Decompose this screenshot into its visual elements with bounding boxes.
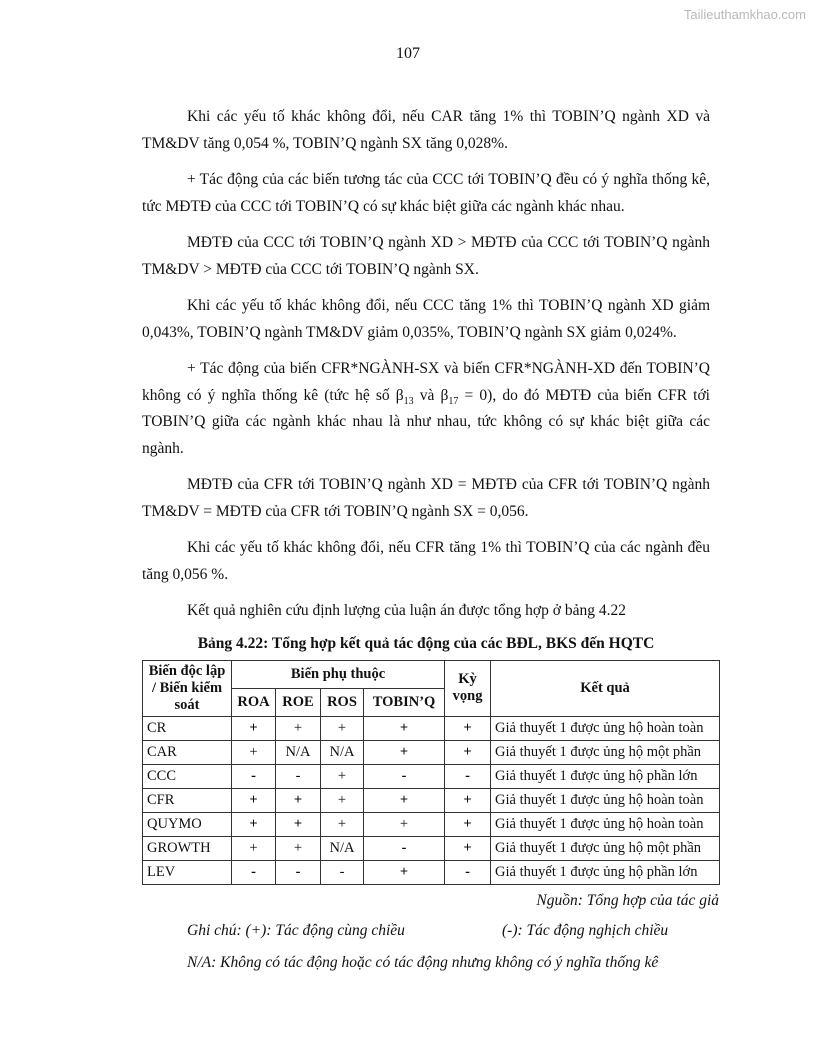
table-body: [143, 716, 720, 884]
cell-result: Giả thuyết 1 được ủng hộ một phần: [491, 836, 720, 860]
cell-tobin: +: [364, 716, 445, 740]
note-positive: Ghi chú: (+): Tác động cùng chiều: [187, 921, 405, 939]
cell-roe: N/A: [276, 740, 321, 764]
header-roe: ROE: [276, 688, 321, 716]
paragraph-3: MĐTĐ của CCC tới TOBIN’Q ngành XD > MĐTĐ của CCC tới TOBIN’Q ngành TM&DV > MĐTĐ của CCC tới TOBIN’Q ngành SX.: [142, 234, 710, 278]
cell-variable: CR: [143, 716, 232, 740]
para5-after: = 0), do đó MĐTĐ của biến CFR tới TOBIN’Q giữa các ngành khác nhau là như nhau, tức không có sự khác biệt giữa các ngành.: [142, 386, 710, 457]
cell-variable: CFR: [143, 788, 232, 812]
cell-roa: +: [232, 812, 276, 836]
cell-variable: CCC: [143, 764, 232, 788]
cell-tobin: -: [364, 836, 445, 860]
cell-tobin: -: [364, 764, 445, 788]
paragraph-8: Kết quả nghiên cứu định lượng của luận án được tổng hợp ở bảng 4.22: [187, 602, 626, 619]
cell-tobin: +: [364, 860, 445, 884]
cell-ros: +: [321, 788, 364, 812]
cell-roe: +: [276, 716, 321, 740]
paragraph-5: [142, 356, 710, 462]
table-source: Nguồn: Tổng hợp của tác giả: [536, 891, 719, 909]
cell-ros: N/A: [321, 836, 364, 860]
cell-ros: +: [321, 716, 364, 740]
cell-variable: CAR: [143, 740, 232, 764]
cell-result: Giả thuyết 1 được ủng hộ hoàn toàn: [491, 716, 720, 740]
para5-middle: và β: [413, 386, 449, 404]
table-title: Bảng 4.22: Tổng hợp kết quả tác động của các BĐL, BKS đến HQTC: [197, 634, 655, 652]
cell-result: Giả thuyết 1 được ủng hộ hoàn toàn: [491, 812, 720, 836]
header-ros: ROS: [321, 688, 364, 716]
page-number: 107: [396, 45, 420, 62]
cell-roe: -: [276, 764, 321, 788]
cell-roe: +: [276, 812, 321, 836]
cell-roa: -: [232, 764, 276, 788]
header-tobin: TOBIN’Q: [364, 688, 445, 716]
table-row: [143, 788, 720, 812]
cell-result: Giả thuyết 1 được ủng hộ phần lớn: [491, 860, 720, 884]
page-content: [142, 104, 719, 974]
cell-tobin: +: [364, 788, 445, 812]
cell-variable: LEV: [143, 860, 232, 884]
cell-exp: -: [445, 860, 491, 884]
cell-variable: QUYMO: [143, 812, 232, 836]
header-roa: ROA: [232, 688, 276, 716]
results-table: [142, 660, 720, 885]
cell-ros: N/A: [321, 740, 364, 764]
cell-exp: +: [445, 740, 491, 764]
header-result: Kết quả: [491, 660, 720, 716]
paragraph-4: Khi các yếu tố khác không đổi, nếu CCC tăng 1% thì TOBIN’Q ngành XD giảm 0,043%, TOBIN’Q ngành TM&DV giảm 0,035%, TOBIN’Q ngành SX giảm 0,024%.: [142, 297, 710, 341]
note-negative: (-): Tác động nghịch chiều: [502, 921, 669, 939]
table-row: [143, 716, 720, 740]
cell-exp: +: [445, 716, 491, 740]
beta-subscript-17: 17: [448, 395, 459, 407]
cell-ros: +: [321, 812, 364, 836]
paragraph-1: Khi các yếu tố khác không đổi, nếu CAR tăng 1% thì TOBIN’Q ngành XD và TM&DV tăng 0,054 %, TOBIN’Q ngành SX tăng 0,028%.: [142, 108, 710, 152]
cell-roe: +: [276, 836, 321, 860]
paragraph-2: + Tác động của các biến tương tác của CCC tới TOBIN’Q đều có ý nghĩa thống kê, tức MĐTĐ của CCC tới TOBIN’Q có sự khác biệt giữa các ngành khác nhau.: [142, 171, 710, 215]
cell-tobin: +: [364, 740, 445, 764]
cell-ros: -: [321, 860, 364, 884]
para5-before: + Tác động của biến CFR*NGÀNH-SX và biến CFR*NGÀNH-XD đến TOBIN’Q không có ý nghĩa thống kê (tức hệ số β: [142, 360, 710, 404]
beta-subscript-13: 13: [403, 395, 414, 407]
cell-result: Giả thuyết 1 được ủng hộ một phần: [491, 740, 720, 764]
paragraph-7: Khi các yếu tố khác không đổi, nếu CFR tăng 1% thì TOBIN’Q của các ngành đều tăng 0,056 %.: [142, 539, 710, 583]
cell-roa: +: [232, 740, 276, 764]
cell-tobin: +: [364, 812, 445, 836]
note-na: N/A: Không có tác động hoặc có tác động nhưng không có ý nghĩa thống kê: [187, 953, 659, 971]
cell-roa: +: [232, 836, 276, 860]
note-signs: [142, 920, 710, 942]
header-expected: Kỳ vọng: [445, 660, 491, 716]
cell-ros: +: [321, 764, 364, 788]
cell-exp: +: [445, 788, 491, 812]
cell-result: Giả thuyết 1 được ủng hộ hoàn toàn: [491, 788, 720, 812]
cell-roa: +: [232, 788, 276, 812]
cell-exp: +: [445, 812, 491, 836]
cell-roe: +: [276, 788, 321, 812]
table-header-row: [143, 660, 720, 688]
cell-roa: -: [232, 860, 276, 884]
cell-exp: -: [445, 764, 491, 788]
watermark: Tailieuthamkhao.com: [683, 7, 806, 22]
header-dependent: Biến phụ thuộc: [232, 660, 445, 688]
table-row: [143, 764, 720, 788]
cell-roa: +: [232, 716, 276, 740]
paragraph-6: MĐTĐ của CFR tới TOBIN’Q ngành XD = MĐTĐ của CFR tới TOBIN’Q ngành TM&DV = MĐTĐ của CFR tới TOBIN’Q ngành SX = 0,056.: [142, 476, 710, 520]
table-row: [143, 860, 720, 884]
table-row: [143, 812, 720, 836]
table-row: [143, 740, 720, 764]
cell-roe: -: [276, 860, 321, 884]
header-variable: Biến độc lập / Biến kiểm soát: [143, 660, 232, 716]
cell-result: Giả thuyết 1 được ủng hộ phần lớn: [491, 764, 720, 788]
cell-variable: GROWTH: [143, 836, 232, 860]
table-row: [143, 836, 720, 860]
cell-exp: +: [445, 836, 491, 860]
